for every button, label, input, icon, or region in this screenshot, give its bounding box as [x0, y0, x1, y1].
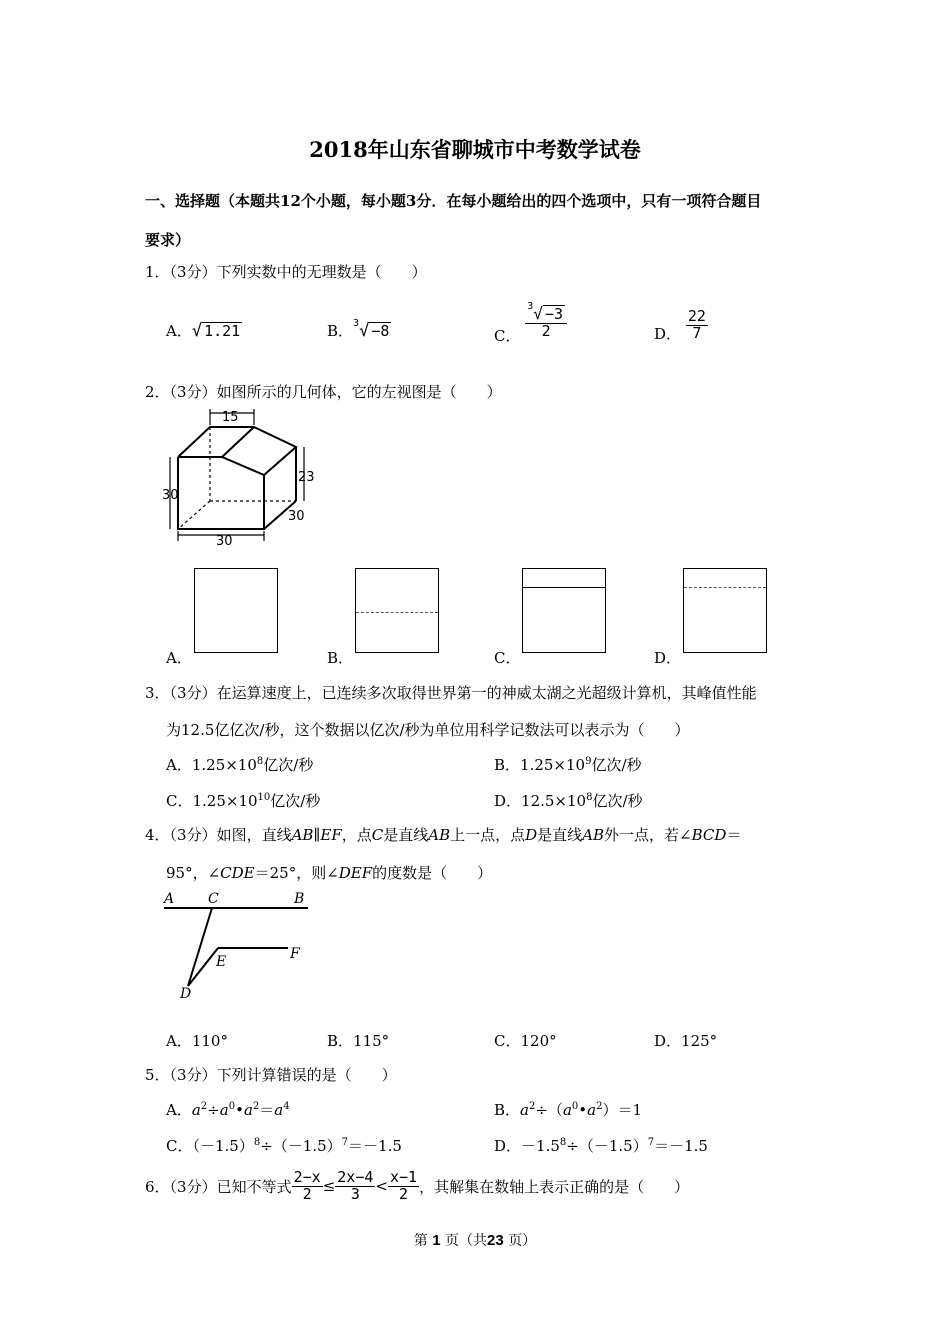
- q6-fraction-3-num: x−1: [389, 1168, 418, 1186]
- question-2-stem: 2．（3分）如图所示的几何体，它的左视图是（ ）: [145, 383, 502, 401]
- q5-exp: 7: [341, 1137, 349, 1148]
- q1-option-d-denominator: 7: [692, 323, 702, 342]
- q2-option-d-label: D．: [654, 649, 682, 667]
- dim-right-label: 23: [298, 470, 315, 485]
- q4-var: EF: [320, 826, 342, 844]
- cube-root-icon: √: [359, 321, 370, 341]
- q5-exp: 2: [200, 1101, 208, 1112]
- q4-option-b-label: B．: [327, 1032, 354, 1050]
- q1-option-c-fraction: [525, 301, 567, 340]
- q5-op: •: [235, 1101, 244, 1119]
- q2-solid-figure: [158, 405, 318, 547]
- q5-option-a-label: A．: [166, 1101, 192, 1119]
- q4-option-c: [494, 1030, 557, 1051]
- q4-text: 是直线: [383, 826, 429, 844]
- dim-top-label: 15: [222, 410, 239, 425]
- q5-op: ÷: [207, 1101, 220, 1119]
- q3-option-d-unit: 亿次/秒: [592, 792, 643, 810]
- q5-option-d: [494, 1135, 708, 1156]
- page-footer: [0, 1230, 950, 1250]
- q1-option-d: [654, 309, 708, 342]
- q1-option-b-label: B．: [327, 322, 354, 340]
- q3-option-a: [166, 754, 313, 775]
- point-c-label: C: [208, 891, 219, 907]
- q5-var: a: [587, 1101, 597, 1119]
- q4-option-b: [327, 1030, 389, 1051]
- footer-page-number: 1: [432, 1232, 441, 1249]
- q3-option-c: [166, 790, 320, 811]
- footer-page-total: 23: [487, 1232, 504, 1249]
- q5-var: a: [520, 1101, 529, 1119]
- q5-exp: 0: [571, 1101, 579, 1112]
- q4-option-a: [166, 1030, 228, 1051]
- q5-option-b-label: B．: [494, 1101, 521, 1119]
- q4-option-d-label: D．: [654, 1032, 682, 1050]
- question-4-stem-cont: [166, 862, 492, 883]
- q1-option-c-radicand: −3: [544, 305, 563, 323]
- q5-text: －1.5: [521, 1137, 560, 1155]
- question-3-stem: 3．（3分）在运算速度上，已连续多次取得世界第一的神威太湖之光超级计算机，其峰值性能: [145, 684, 757, 702]
- q1-option-c: [494, 301, 567, 346]
- q6-fraction-1: [292, 1170, 323, 1203]
- q6-fraction-2-den: 3: [350, 1184, 360, 1203]
- question-3-stem-cont: 为12.5亿亿次/秒，这个数据以亿次/秒为单位用科学记数法可以表示为（ ）: [166, 721, 690, 739]
- point-e-label: E: [216, 954, 227, 970]
- q6-fraction-1-den: 2: [302, 1184, 312, 1203]
- q4-text: 95°，∠: [166, 864, 221, 882]
- q4-var: AB: [582, 826, 605, 844]
- point-d-label: D: [180, 986, 192, 1002]
- q1-option-a-radicand: 1.21: [204, 322, 241, 340]
- q6-fraction-3: [388, 1170, 419, 1203]
- dim-depth-label: 30: [288, 509, 305, 524]
- q3-option-b-unit: 亿次/秒: [591, 756, 642, 774]
- q2-option-a-figure: [194, 568, 278, 653]
- section-heading-cont: 要求）: [145, 231, 191, 249]
- q5-option-d-label: D．: [494, 1137, 522, 1155]
- q5-option-b: [494, 1099, 642, 1120]
- q2-option-c-figure: [522, 568, 606, 653]
- q4-text: 是直线: [537, 826, 583, 844]
- q1-option-c-index: 3: [527, 301, 534, 312]
- q3-option-c-base: 1.25×10: [192, 792, 258, 810]
- q3-option-c-label: C．: [166, 792, 193, 810]
- q4-var: D: [525, 826, 538, 844]
- q4-text: 4．（3分）如图，直线: [145, 826, 292, 844]
- q4-var: AB: [428, 826, 451, 844]
- q3-option-c-exp: 10: [257, 792, 271, 803]
- section-heading: 一、选择题（本题共12个小题，每小题3分．在每小题给出的四个选项中，只有一项符合题目: [145, 192, 762, 210]
- q5-exp: 4: [283, 1101, 290, 1112]
- q4-option-c-value: 120°: [520, 1032, 557, 1050]
- q6-op: ≤: [322, 1177, 336, 1196]
- sqrt-icon: √: [191, 321, 203, 341]
- q5-var: a: [219, 1101, 229, 1119]
- q5-text: ＝－1.5: [348, 1137, 402, 1155]
- q5-var: a: [274, 1101, 284, 1119]
- q4-text: 上一点，点: [450, 826, 526, 844]
- q3-option-a-exp: 8: [256, 756, 264, 767]
- q5-text: ＝－1.5: [654, 1137, 708, 1155]
- q1-option-d-fraction: [686, 309, 708, 342]
- dashed-line: [356, 612, 438, 613]
- q6-fraction-3-den: 2: [399, 1184, 409, 1203]
- q5-text: ÷（－1.5）: [566, 1137, 648, 1155]
- q1-option-b-radicand: −8: [371, 322, 390, 340]
- q2-option-c-label: C．: [494, 649, 521, 667]
- q1-option-a-label: A．: [166, 322, 192, 340]
- q5-exp: 7: [647, 1137, 655, 1148]
- footer-text: 页）: [508, 1233, 537, 1249]
- question-1-stem: 1．（3分）下列实数中的无理数是（ ）: [145, 263, 427, 281]
- q1-option-b-index: 3: [353, 318, 360, 329]
- point-b-label: B: [294, 891, 305, 907]
- q3-option-d-label: D．: [494, 792, 522, 810]
- q3-option-d-base: 12.5×10: [521, 792, 587, 810]
- q2-option-d-figure: [683, 568, 767, 653]
- q5-exp: 8: [253, 1137, 261, 1148]
- q1-option-a: [166, 320, 242, 341]
- q5-exp: 0: [228, 1101, 236, 1112]
- q3-option-b-base: 1.25×10: [520, 756, 586, 774]
- q5-text: ÷（－1.5）: [260, 1137, 342, 1155]
- q4-option-d: [654, 1030, 717, 1051]
- q2-option-b-label: B．: [327, 649, 354, 667]
- q3-option-b: [494, 754, 642, 775]
- q4-var: CDE: [220, 864, 255, 882]
- dim-left-label: 30: [162, 488, 179, 503]
- q4-option-b-value: 115°: [353, 1032, 390, 1050]
- q3-option-b-label: B．: [494, 756, 521, 774]
- q3-option-a-unit: 亿次/秒: [263, 756, 314, 774]
- question-5-stem: 5．（3分）下列计算错误的是（ ）: [145, 1066, 397, 1084]
- q6-fraction-2-num: 2x−4: [337, 1168, 374, 1186]
- q5-op: •: [578, 1101, 588, 1119]
- point-f-label: F: [290, 946, 300, 962]
- q6-fraction-2: [335, 1170, 375, 1203]
- q4-var: BCD: [691, 826, 727, 844]
- footer-text: 页（共: [445, 1233, 488, 1249]
- q6-text: ，其解集在数轴上表示正确的是（ ）: [419, 1177, 690, 1196]
- q5-option-a: [166, 1099, 290, 1120]
- q4-option-a-label: A．: [166, 1032, 192, 1050]
- q3-option-a-base: 1.25×10: [191, 756, 257, 774]
- q5-var: a: [562, 1101, 572, 1119]
- q5-exp: 8: [559, 1137, 567, 1148]
- dashed-line: [684, 587, 766, 588]
- q6-text: 6．（3分）已知不等式: [145, 1177, 292, 1196]
- q4-option-d-value: 125°: [681, 1032, 718, 1050]
- q1-option-d-numerator: 22: [687, 307, 706, 325]
- q5-op: ＝: [259, 1101, 275, 1119]
- q3-option-c-unit: 亿次/秒: [270, 792, 321, 810]
- q4-text: 外一点，若∠: [604, 826, 692, 844]
- q4-var: DEF: [338, 864, 373, 882]
- parallel-symbol: ∥: [313, 826, 321, 844]
- q5-op: ÷（: [535, 1101, 563, 1119]
- q2-option-b-figure: [355, 568, 439, 653]
- question-4-stem: [145, 824, 741, 845]
- question-6-stem: [145, 1170, 689, 1203]
- q6-fraction-1-num: 2−x: [293, 1168, 321, 1186]
- solid-line: [523, 587, 605, 588]
- dim-bottom-label: 30: [216, 534, 233, 547]
- page-title: 2018年山东省聊城市中考数学试卷: [309, 137, 641, 162]
- q5-option-c: [166, 1135, 402, 1156]
- q4-text: ，点: [341, 826, 372, 844]
- q4-text: ＝: [726, 826, 742, 844]
- q3-option-d-exp: 8: [586, 792, 593, 803]
- q4-text: ＝25°，则∠: [254, 864, 339, 882]
- q5-var: a: [191, 1101, 201, 1119]
- q5-text: （－1.5）: [192, 1137, 254, 1155]
- q5-op: ）＝1: [602, 1101, 642, 1119]
- q3-option-b-exp: 9: [585, 756, 592, 767]
- cube-root-icon: √: [533, 304, 543, 323]
- q4-text: 的度数是（ ）: [372, 864, 493, 882]
- q4-var: AB: [291, 826, 314, 844]
- q5-option-c-label: C．: [166, 1137, 193, 1155]
- q5-exp: 2: [596, 1101, 603, 1112]
- q1-option-b: [327, 320, 391, 341]
- q5-exp: 2: [252, 1101, 260, 1112]
- q4-var: C: [371, 826, 384, 844]
- q1-option-d-label: D．: [654, 325, 682, 344]
- q4-geometry-figure: [160, 888, 320, 1003]
- point-a-label: A: [164, 891, 175, 907]
- q1-option-c-label: C．: [494, 327, 521, 346]
- footer-text: 第: [413, 1233, 428, 1249]
- q4-option-a-value: 110°: [191, 1032, 228, 1050]
- q1-option-c-denominator: 2: [541, 321, 551, 340]
- q6-op: <: [375, 1177, 388, 1196]
- q3-option-d: [494, 790, 643, 811]
- q5-var: a: [243, 1101, 253, 1119]
- q5-exp: 2: [528, 1101, 536, 1112]
- q3-option-a-label: A．: [166, 756, 192, 774]
- q2-option-a-label: A．: [166, 649, 192, 667]
- q4-option-c-label: C．: [494, 1032, 521, 1050]
